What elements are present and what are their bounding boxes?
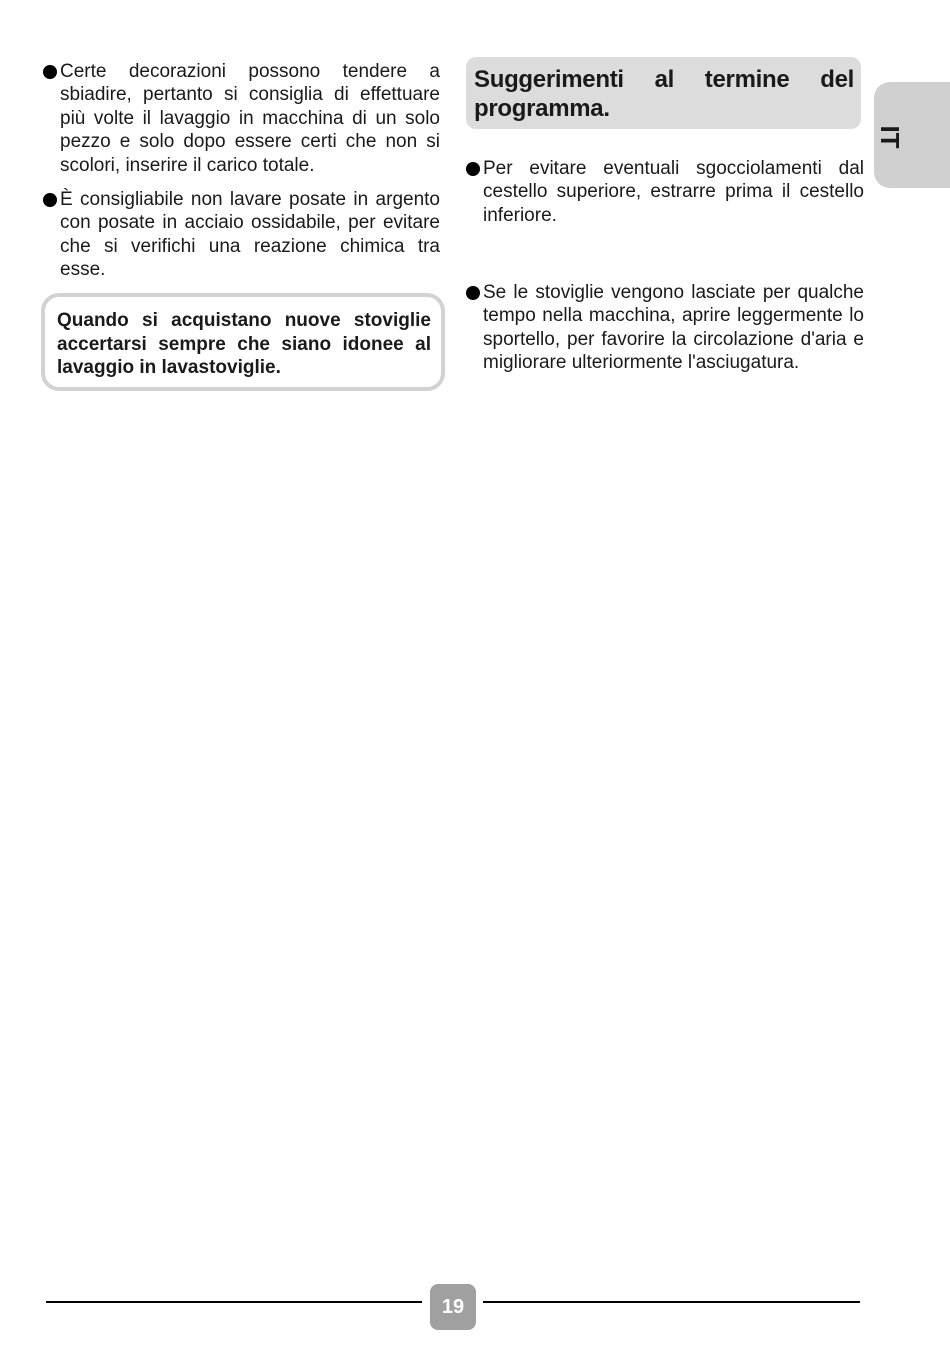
page-number-badge: 19: [430, 1284, 476, 1330]
section-heading-text: Suggerimenti al termine del programma.: [474, 66, 854, 122]
bullet-text: Per evitare eventuali sgocciolamenti dal cestello superiore, estrarre prima il cestello inferiore.: [483, 158, 864, 226]
section-heading: [466, 57, 861, 129]
note-text: Quando si acquistano nuove stoviglie accertarsi sempre che siano idonee al lavaggio in lavastoviglie.: [57, 310, 431, 378]
footer-rule-right: [483, 1301, 860, 1303]
right-bullet-item: [466, 157, 864, 227]
footer-rule-left: [46, 1301, 422, 1303]
bullet-text: Se le stoviglie vengono lasciate per qualche tempo nella macchina, aprire leggermente lo sportello, per favorire la circolazione d'aria e migliorare ulteriormente l'asciugatura.: [483, 282, 864, 374]
bullet-icon: [43, 65, 57, 79]
bullet-text: Certe decorazioni possono tendere a sbiadire, pertanto si consiglia di effettuare più volte il lavaggio in macchina di un solo pezzo e solo dopo essere certi che non si scolori, inserire il carico totale.: [60, 61, 440, 176]
left-bullet-item: [43, 188, 440, 282]
note-box: [41, 293, 445, 391]
language-tab-label: IT: [875, 125, 905, 149]
bullet-icon: [466, 286, 480, 300]
bullet-text: È consigliabile non lavare posate in argento con posate in acciaio ossidabile, per evitare che si verifichi una reazione chimica tra esse.: [60, 189, 440, 281]
bullet-icon: [43, 193, 57, 207]
right-bullet-item: [466, 281, 864, 375]
left-bullet-item: [43, 60, 440, 177]
bullet-icon: [466, 162, 480, 176]
